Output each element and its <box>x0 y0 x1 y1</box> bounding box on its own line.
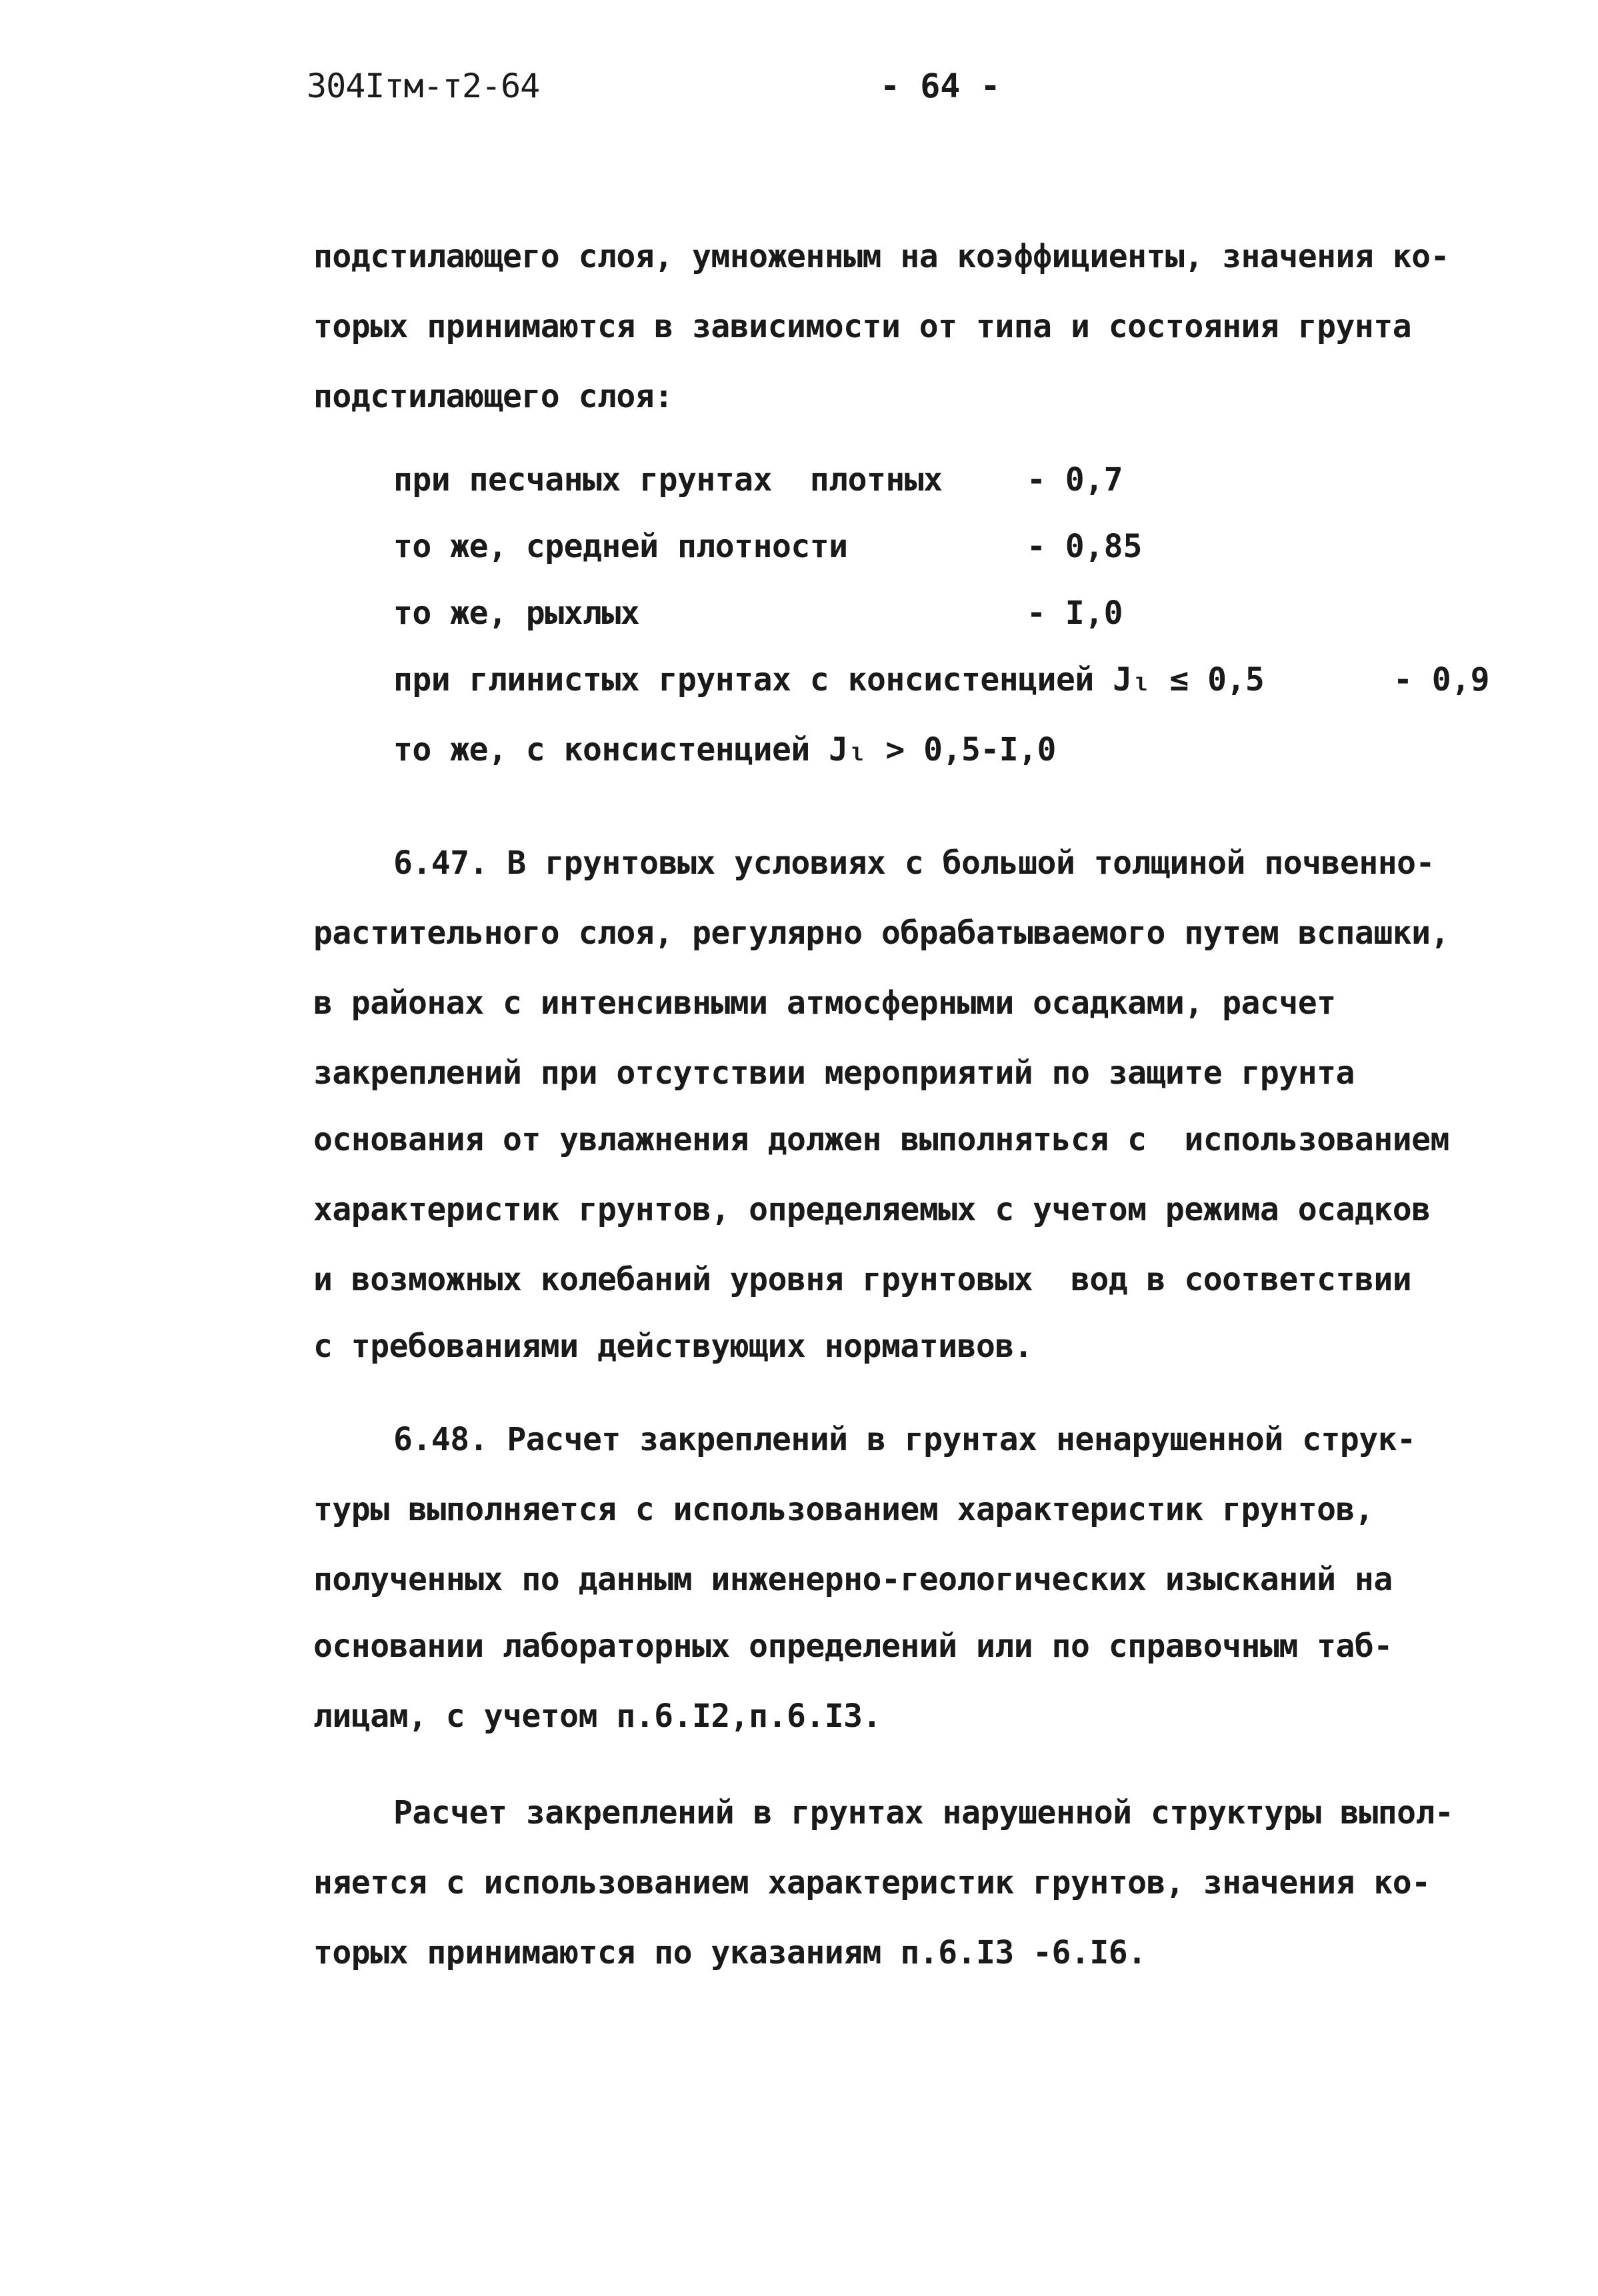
paragraph-6-48-line: полученных по данным инженерно-геологических изысканий на <box>313 1561 1393 1598</box>
coefficient-value: - 0,85 <box>1027 528 1143 565</box>
paragraph-6-47-line: основания от увлажнения должен выполняться с использованием <box>313 1121 1449 1158</box>
paragraph-6-48-line: туры выполняется с использованием характеристик грунтов, <box>313 1491 1374 1528</box>
document-code: 304Iтм-т2-64 <box>307 67 540 105</box>
paragraph-disturbed-line: Расчет закреплений в грунтах нарушенной структуры выпол- <box>393 1794 1454 1831</box>
paragraph-6-47-line: 6.47. В грунтовых условиях с большой толщиной почвенно- <box>393 844 1435 882</box>
paragraph-disturbed-line: няется с использованием характеристик грунтов, значения ко- <box>313 1864 1431 1901</box>
paragraph-6-47-line: закреплений при отсутствии мероприятий по защите грунта <box>313 1054 1355 1092</box>
coefficient-label: при глинистых грунтах с консистенцией Jₗ ≤ 0,5 <box>393 661 1265 698</box>
paragraph-6-47-line: характеристик грунтов, определяемых с учетом режима осадков <box>313 1191 1431 1228</box>
intro-line: подстилающего слоя, умноженным на коэффициенты, значения ко- <box>313 238 1449 275</box>
paragraph-6-48-line: лицам, с учетом п.6.I2,п.6.I3. <box>313 1698 881 1735</box>
coefficient-label: то же, рыхлых <box>393 594 640 632</box>
page-header <box>307 67 1140 120</box>
paragraph-6-47-line: в районах с интенсивными атмосферными осадками, расчет <box>313 984 1336 1022</box>
paragraph-disturbed-line: торых принимаются по указаниям п.6.I3 -6.I6. <box>313 1934 1147 1971</box>
coefficient-label: при песчаных грунтах плотных <box>393 461 943 499</box>
coefficient-label: то же, с консистенцией Jₗ > 0,5-I,0 <box>393 731 1056 768</box>
coefficient-value: - 0,7 <box>1027 461 1123 499</box>
paragraph-6-48-line: основании лабораторных определений или по справочным таб- <box>313 1628 1393 1665</box>
paragraph-6-47-line: растительного слоя, регулярно обрабатываемого путем вспашки, <box>313 914 1449 952</box>
paragraph-6-47-line: и возможных колебаний уровня грунтовых вод в соответствии <box>313 1261 1412 1298</box>
coefficient-value: - I,0 <box>1027 594 1123 632</box>
coefficient-value: - 0,9 <box>1393 661 1490 698</box>
page-number: - 64 - <box>880 67 1001 105</box>
paragraph-6-48-line: 6.48. Расчет закреплений в грунтах ненарушенной струк- <box>393 1421 1416 1458</box>
paragraph-6-47-line: с требованиями действующих нормативов. <box>313 1328 1033 1365</box>
intro-line: торых принимаются в зависимости от типа и состояния грунта <box>313 308 1412 345</box>
intro-line: подстилающего слоя: <box>313 378 673 415</box>
coefficient-label: то же, средней плотности <box>393 528 848 565</box>
